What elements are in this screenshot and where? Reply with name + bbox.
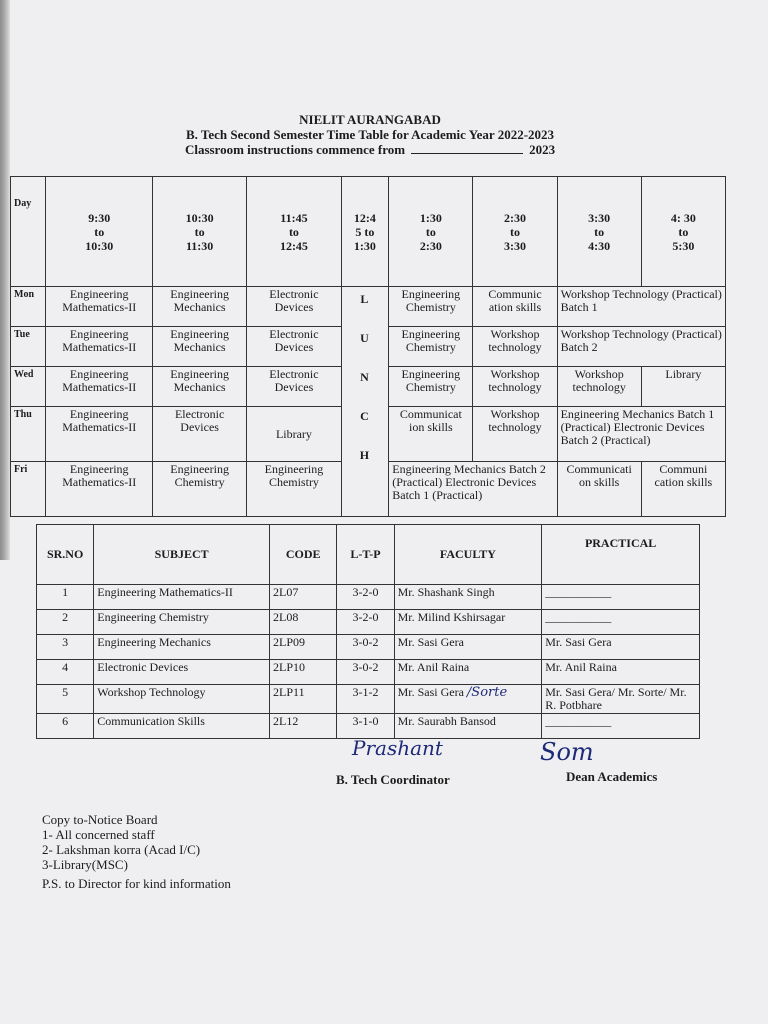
- document-header: [110, 112, 630, 157]
- slot-7: 3:30 to 4:30: [557, 177, 641, 287]
- cell: Engineering Mathematics-II: [46, 462, 152, 517]
- cell: Engineering Mechanics Batch 2 (Practical) Electronic Devices Batch 1 (Practical): [389, 462, 557, 517]
- copy-title: Copy to-Notice Board: [42, 812, 158, 827]
- slot-5: 1:30 to 2:30: [389, 177, 473, 287]
- slot-1: 9:30 to 10:30: [46, 177, 152, 287]
- cell: Engineering Mechanics: [152, 287, 246, 327]
- cell: Communic ation skills: [473, 287, 557, 327]
- copy-line: 3-Library(MSC): [42, 857, 128, 872]
- paper-edge-shadow: [0, 0, 10, 560]
- cell: Engineering Chemistry: [389, 287, 473, 327]
- col-code: CODE: [270, 525, 337, 585]
- lunch-column: L U N C H: [341, 287, 389, 517]
- cell: Engineering Mathematics-II: [46, 407, 152, 462]
- slot-3: 11:45 to 12:45: [247, 177, 341, 287]
- cell: Workshop technology: [473, 367, 557, 407]
- table-row: 6 Communication Skills 2L12 3-1-0 Mr. Saurabh Bansod ___________: [37, 714, 700, 739]
- cell: Engineering Chemistry: [247, 462, 341, 517]
- copy-line: 2- Lakshman korra (Acad I/C): [42, 842, 201, 857]
- cell: Engineering Mechanics: [152, 367, 246, 407]
- cell: Workshop Technology (Practical) Batch 1: [557, 287, 725, 327]
- cell: Electronic Devices: [247, 367, 341, 407]
- handwritten-note: /Sorte: [466, 685, 508, 700]
- cell: Engineering Chemistry: [389, 367, 473, 407]
- col-subject: SUBJECT: [94, 525, 270, 585]
- ps-line: P.S. to Director for kind information: [42, 876, 231, 891]
- copy-to-block: [42, 812, 231, 891]
- cell: Engineering Mathematics-II: [46, 367, 152, 407]
- slot-6: 2:30 to 3:30: [473, 177, 557, 287]
- day-label: Thu: [11, 407, 46, 462]
- cell: Engineering Chemistry: [389, 327, 473, 367]
- table-row: 2 Engineering Chemistry 2L08 3-2-0 Mr. Milind Kshirsagar ___________: [37, 610, 700, 635]
- commence-line: [185, 142, 555, 157]
- cell: Electronic Devices: [247, 327, 341, 367]
- row-mon: [11, 287, 726, 327]
- coordinator-signature: Prashant: [352, 736, 443, 760]
- cell: Engineering Mechanics: [152, 327, 246, 367]
- subject-table: [36, 524, 700, 739]
- institute-name: NIELIT AURANGABAD: [299, 112, 441, 127]
- cell: Library: [247, 407, 341, 462]
- slot-8: 4: 30 to 5:30: [641, 177, 725, 287]
- col-faculty: FACULTY: [394, 525, 542, 585]
- copy-line: 1- All concerned staff: [42, 827, 155, 842]
- cell: Library: [641, 367, 725, 407]
- cell: Communicat ion skills: [389, 407, 473, 462]
- commence-year: 2023: [529, 142, 556, 157]
- day-label: Mon: [11, 287, 46, 327]
- cell: Engineering Mechanics Batch 1 (Practical) Electronic Devices Batch 2 (Practical): [557, 407, 725, 462]
- slot-lunch: 12:4 5 to 1:30: [341, 177, 389, 287]
- table-row: 5 Workshop Technology 2LP11 3-1-2 Mr. Sasi Gera /Sorte Mr. Sasi Gera/ Mr. Sorte/ Mr. R. Potbhare: [37, 685, 700, 714]
- cell: Workshop Technology (Practical) Batch 2: [557, 327, 725, 367]
- timetable-grid: [10, 176, 726, 517]
- subject-header-row: [37, 525, 700, 585]
- cell: Engineering Mathematics-II: [46, 327, 152, 367]
- day-label: Wed: [11, 367, 46, 407]
- table-row: 1 Engineering Mathematics-II 2L07 3-2-0 Mr. Shashank Singh ___________: [37, 585, 700, 610]
- col-ltp: L-T-P: [337, 525, 394, 585]
- commence-label: Classroom instructions commence from: [184, 142, 406, 157]
- cell: Communi cation skills: [641, 462, 725, 517]
- table-row: 3 Engineering Mechanics 2LP09 3-0-2 Mr. Sasi Gera Mr. Sasi Gera: [37, 635, 700, 660]
- cell: Engineering Mathematics-II: [46, 287, 152, 327]
- timetable-header-row: [11, 177, 726, 287]
- timetable-title: B. Tech Second Semester Time Table for Academic Year 2022-2023: [185, 127, 555, 142]
- col-srno: SR.NO: [37, 525, 94, 585]
- cell: Communicati on skills: [557, 462, 641, 517]
- cell: Electronic Devices: [152, 407, 246, 462]
- dean-signature: Som: [540, 738, 594, 766]
- cell: Workshop technology: [557, 367, 641, 407]
- day-label: Tue: [11, 327, 46, 367]
- slot-2: 10:30 to 11:30: [152, 177, 246, 287]
- col-practical: PRACTICAL: [542, 525, 700, 585]
- cell: Workshop technology: [473, 327, 557, 367]
- day-label: Fri: [11, 462, 46, 517]
- faculty-cell-annotated: Mr. Sasi Gera /Sorte: [394, 685, 542, 714]
- cell: Electronic Devices: [247, 287, 341, 327]
- cell: Workshop technology: [473, 407, 557, 462]
- dean-label: Dean Academics: [566, 769, 658, 784]
- table-row: 4 Electronic Devices 2LP10 3-0-2 Mr. Anil Raina Mr. Anil Raina: [37, 660, 700, 685]
- cell: Engineering Chemistry: [152, 462, 246, 517]
- date-blank: [411, 153, 523, 154]
- coordinator-label: B. Tech Coordinator: [336, 772, 450, 787]
- day-column-header: Day: [11, 177, 46, 287]
